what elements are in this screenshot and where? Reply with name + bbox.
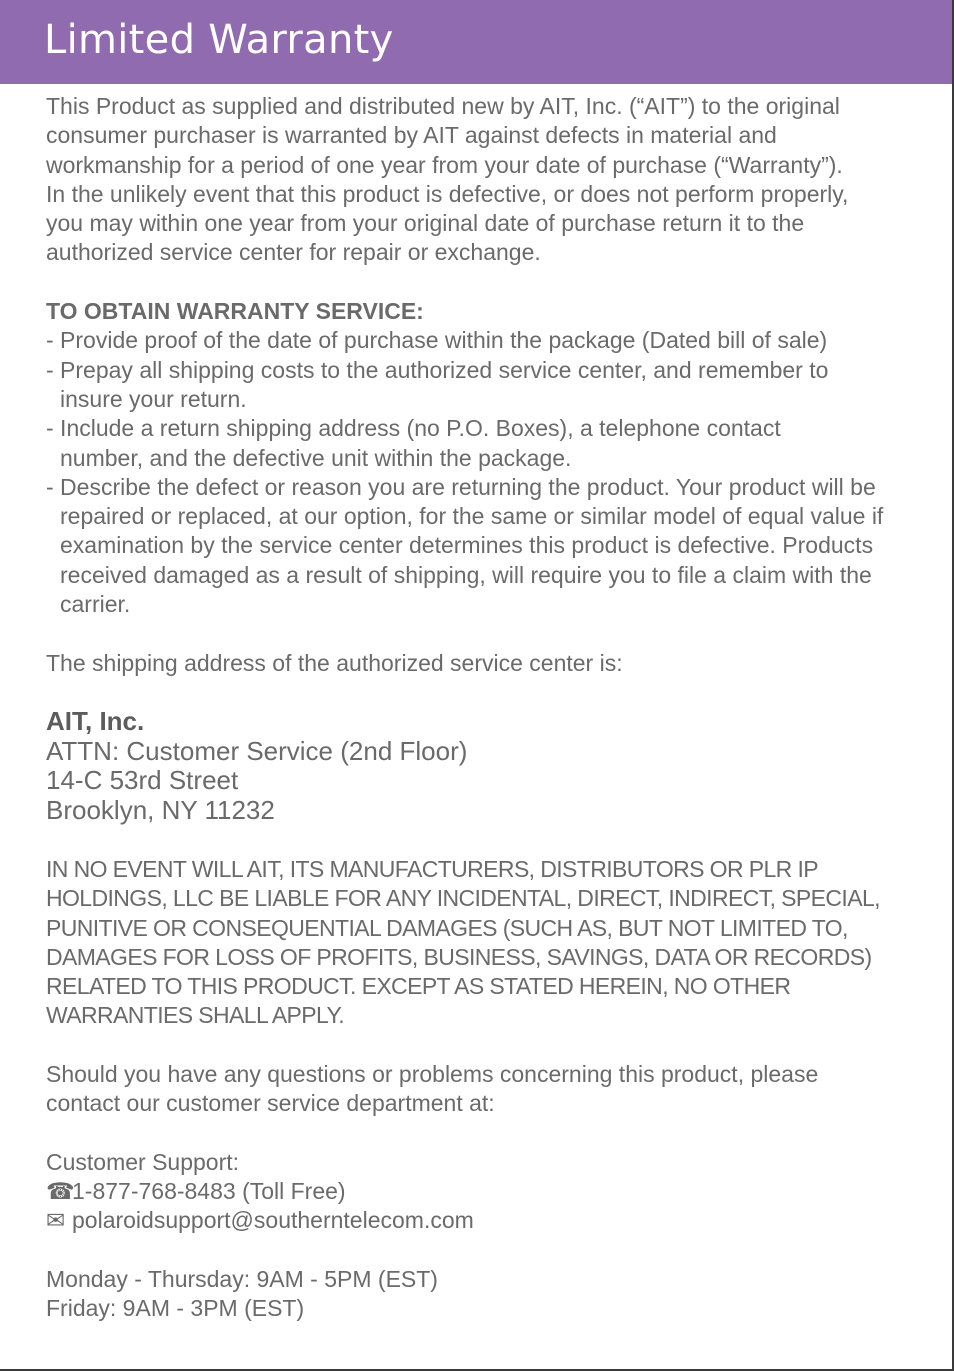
intro-paragraph — [46, 92, 912, 268]
disclaimer-line: RELATED TO THIS PRODUCT. EXCEPT AS STATED HEREIN, NO OTHER — [46, 973, 791, 1000]
intro-line: In the unlikely event that this product is defective, or does not perform properly, — [46, 180, 849, 207]
disclaimer-line: HOLDINGS, LLC BE LIABLE FOR ANY INCIDENTAL, DIRECT, INDIRECT, SPECIAL, — [46, 885, 880, 912]
service-heading: TO OBTAIN WARRANTY SERVICE: — [46, 298, 424, 325]
disclaimer-line: IN NO EVENT WILL AIT, ITS MANUFACTURERS, DISTRIBUTORS OR PLR IP — [46, 855, 819, 882]
support-email-row — [46, 1206, 912, 1235]
service-step: - Include a return shipping address (no P.O. Boxes), a telephone contact number, and the defective unit within the package. — [46, 415, 781, 471]
intro-line: This Product as supplied and distributed new by AIT, Inc. (“AIT”) to the original — [46, 93, 840, 119]
contact-intro-line: Should you have any questions or problems concerning this product, please — [46, 1060, 819, 1087]
service-step: - Prepay all shipping costs to the authorized service center, and remember to insure your return. — [46, 356, 829, 412]
intro-line: authorized service center for repair or exchange. — [46, 239, 541, 266]
address-line: Brooklyn, NY 11232 — [46, 795, 275, 826]
intro-line: consumer purchaser is warranted by AIT against defects in material and — [46, 122, 777, 149]
envelope-icon: ✉ — [46, 1207, 66, 1234]
support-label: Customer Support: — [46, 1148, 240, 1175]
intro-line: you may within one year from your original date of purchase return it to the — [46, 210, 805, 237]
customer-support — [46, 1148, 912, 1236]
support-phone-row — [46, 1177, 912, 1206]
disclaimer-line: WARRANTIES SHALL APPLY. — [46, 1002, 345, 1029]
page-header — [0, 0, 952, 84]
phone-icon: ☎ — [46, 1178, 75, 1205]
contact-intro-line: contact our customer service department at: — [46, 1090, 495, 1117]
hours-line: Friday: 9AM - 3PM (EST) — [46, 1295, 305, 1322]
company-name: AIT, Inc. — [46, 706, 145, 737]
hours-line: Monday - Thursday: 9AM - 5PM (EST) — [46, 1266, 438, 1293]
liability-disclaimer — [46, 855, 912, 1031]
address-intro: The shipping address of the authorized service center is: — [46, 649, 623, 676]
support-phone: 1-877-768-8483 (Toll Free) — [72, 1178, 346, 1205]
warranty-content — [0, 84, 952, 1324]
address-line: ATTN: Customer Service (2nd Floor) — [46, 735, 468, 766]
address-line: 14-C 53rd Street — [46, 765, 239, 796]
intro-line: workmanship for a period of one year from your date of purchase (“Warranty”). — [46, 151, 843, 178]
business-hours — [46, 1265, 912, 1324]
disclaimer-line: PUNITIVE OR CONSEQUENTIAL DAMAGES (SUCH AS, BUT NOT LIMITED TO, — [46, 914, 848, 941]
disclaimer-line: DAMAGES FOR LOSS OF PROFITS, BUSINESS, SAVINGS, DATA OR RECORDS) — [46, 943, 872, 970]
support-email: polaroidsupport@southerntelecom.com — [72, 1207, 474, 1234]
service-center-address — [46, 707, 912, 825]
service-step: - Provide proof of the date of purchase within the package (Dated bill of sale) — [46, 327, 828, 354]
service-step: - Describe the defect or reason you are returning the product. Your product will be repaired or replaced, at our option, for the same or similar model of equal value if examination by the service center determines this product is defective. Products received damaged as a result of shipping, will require you to file a claim with the carrier. — [46, 473, 884, 618]
service-steps-list — [46, 326, 912, 619]
contact-intro — [46, 1060, 912, 1119]
page-title: Limited Warranty — [44, 17, 394, 63]
